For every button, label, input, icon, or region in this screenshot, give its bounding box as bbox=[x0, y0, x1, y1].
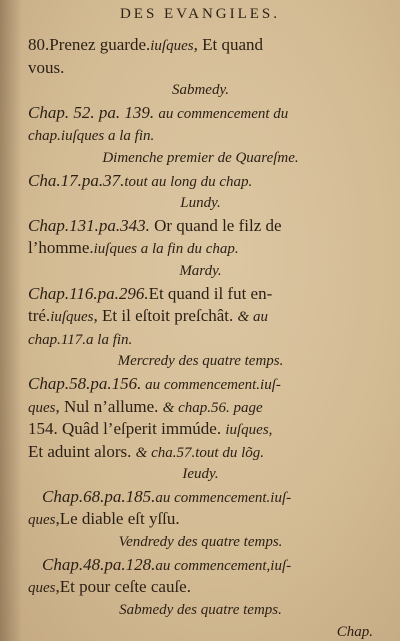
text-line bbox=[28, 418, 373, 441]
text-line bbox=[28, 192, 373, 215]
text-segment: & au bbox=[237, 309, 268, 326]
text-segment: Chap.116.pa.296. bbox=[28, 283, 149, 303]
text-line bbox=[28, 170, 373, 193]
text-segment: Chap.48.pa.128. bbox=[42, 554, 156, 574]
text-segment: ,Et pour ceſte cauſe. bbox=[55, 577, 191, 597]
text-segment: Dimenche premier de Quareſme. bbox=[102, 149, 299, 166]
text-segment: Or quand le filz de bbox=[149, 215, 282, 235]
text-segment: Chap. 52. pa. 139. bbox=[28, 102, 159, 122]
text-line bbox=[28, 147, 373, 170]
text-segment: , Nul n’allume. bbox=[55, 396, 163, 416]
text-segment: & cha.57.tout du lõg. bbox=[135, 444, 264, 461]
text-line bbox=[28, 531, 373, 554]
text-segment: l’homme. bbox=[28, 238, 94, 258]
text-segment: 154. Quâd l’eſperit immúde. bbox=[28, 419, 226, 439]
text-segment: Chap.131.pa.343. bbox=[28, 215, 150, 235]
text-segment: iuſques bbox=[50, 309, 94, 326]
text-line bbox=[28, 599, 373, 622]
text-line bbox=[28, 508, 373, 531]
text-line bbox=[28, 305, 373, 328]
text-line bbox=[28, 328, 373, 351]
text-segment: ques bbox=[28, 580, 56, 597]
text-line bbox=[28, 463, 373, 486]
text-line bbox=[28, 237, 373, 260]
text-line bbox=[28, 441, 373, 464]
text-segment: , Et il eſtoit preſchât. bbox=[93, 306, 238, 326]
text-segment: ques bbox=[28, 399, 56, 416]
text-line bbox=[28, 260, 373, 283]
text-segment: vous. bbox=[28, 57, 65, 77]
text-segment: & chap.56. page bbox=[162, 399, 263, 416]
text-line bbox=[28, 34, 373, 57]
text-segment: au commencement du bbox=[158, 105, 289, 122]
text-segment: iuſques bbox=[150, 38, 194, 54]
text-line bbox=[28, 283, 373, 306]
text-segment: Chap. bbox=[336, 624, 373, 641]
text-segment: tout au long du chap. bbox=[124, 173, 253, 190]
text-line bbox=[28, 373, 373, 396]
text-line bbox=[28, 102, 373, 125]
text-segment: chap.117.a la fin. bbox=[28, 331, 133, 348]
running-head: DES EVANGILES. bbox=[119, 6, 281, 22]
text-segment: Vendredy des quatre temps. bbox=[118, 534, 283, 551]
text-segment: iuſques a la fin du chap. bbox=[93, 241, 239, 258]
text-segment: ,Le diable eſt yſſu. bbox=[55, 509, 180, 529]
text-segment: Et aduint alors. bbox=[28, 441, 136, 461]
text-segment: Chap.68.pa.185. bbox=[42, 486, 156, 506]
text-line bbox=[28, 621, 373, 641]
text-segment: au commencement,iuſ- bbox=[155, 557, 292, 574]
text-segment: ques bbox=[28, 512, 56, 529]
text-segment: Cha.17.pa.37. bbox=[28, 170, 125, 190]
binding-shadow bbox=[0, 0, 22, 641]
text-block bbox=[28, 34, 373, 641]
text-line bbox=[28, 396, 373, 419]
text-segment: Mardy. bbox=[179, 262, 222, 279]
text-line bbox=[28, 350, 373, 373]
text-line bbox=[28, 215, 373, 238]
text-segment: Ieudy. bbox=[182, 466, 219, 483]
text-line bbox=[28, 124, 373, 147]
text-segment: Sabmedy. bbox=[171, 82, 230, 99]
text-segment: Lundy. bbox=[180, 195, 221, 212]
text-segment: au commencement.iuſ- bbox=[141, 376, 281, 393]
text-line bbox=[28, 486, 373, 509]
text-segment: Mercredy des quatre temps. bbox=[117, 353, 284, 370]
text-line bbox=[28, 554, 373, 577]
text-segment: iuſques, bbox=[225, 422, 273, 439]
text-segment: 80.Prenez guarde. bbox=[28, 35, 151, 54]
text-line bbox=[28, 79, 373, 102]
text-segment: au commencement.iuſ- bbox=[155, 489, 292, 506]
text-segment: chap.iuſques a la fin. bbox=[28, 128, 155, 145]
text-segment: , Et quand bbox=[193, 35, 264, 54]
text-segment: Sabmedy des quatre temps. bbox=[119, 601, 282, 618]
text-line bbox=[28, 57, 373, 80]
text-segment: Et quand il fut en- bbox=[148, 283, 273, 303]
text-line bbox=[28, 576, 373, 599]
text-segment: tré. bbox=[28, 306, 51, 326]
text-segment: Chap.58.pa.156. bbox=[28, 373, 142, 393]
